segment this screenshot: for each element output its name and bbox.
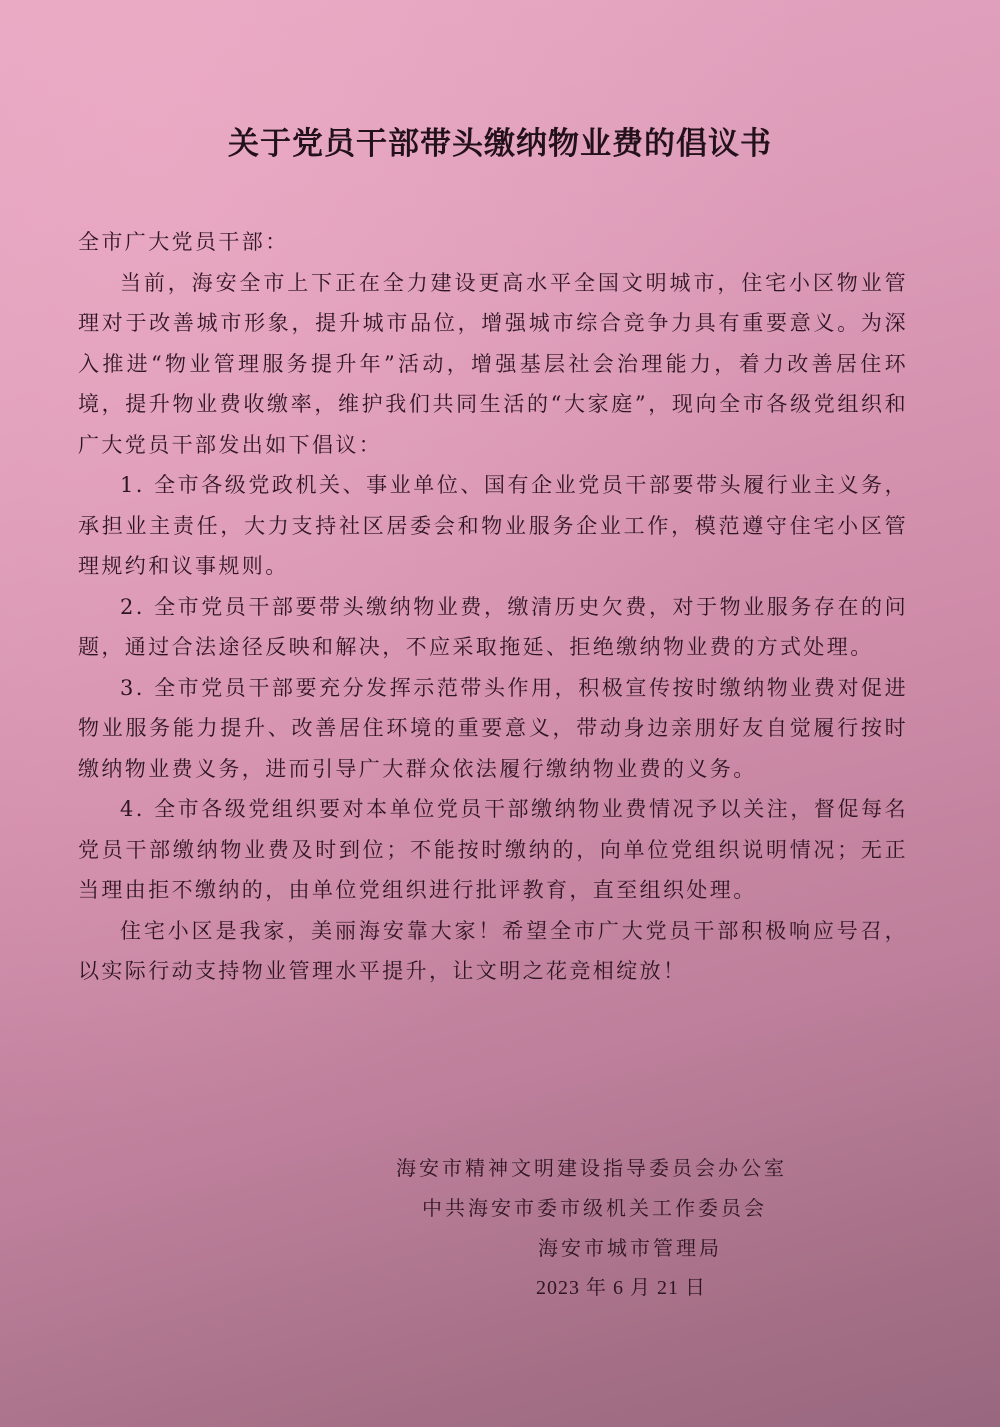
- document-title: 关于党员干部带头缴纳物业费的倡议书: [228, 126, 772, 162]
- signatory-3: 海安市城市管理局: [538, 1236, 722, 1260]
- proposal-item-1: 1. 全市各级党政机关、事业单位、国有企业党员干部要带头履行业主义务，承担业主责任，大力支持社区居委会和物业服务企业工作，模范遵守住宅小区管理规约和议事规则。: [78, 473, 908, 578]
- proposal-item-4: 4. 全市各级党组织要对本单位党员干部缴纳物业费情况予以关注，督促每名党员干部缴纳物业费及时到位；不能按时缴纳的，向单位党组织说明情况；无正当理由拒不缴纳的，由单位党组织进行批评教育，直至组织处理。: [78, 797, 908, 902]
- document-date: 2023 年 6 月 21 日: [536, 1277, 706, 1299]
- closing-paragraph: 住宅小区是我家，美丽海安靠大家！希望全市广大党员干部积极响应号召，以实际行动支持物业管理水平提升，让文明之花竞相绽放！: [78, 918, 908, 983]
- document-body: [78, 222, 908, 992]
- signatory-1: 海安市精神文明建设指导委员会办公室: [396, 1156, 787, 1180]
- proposal-item-2: 2. 全市党员干部要带头缴纳物业费，缴清历史欠费，对于物业服务存在的问题，通过合法途径反映和解决，不应采取拖延、拒绝缴纳物业费的方式处理。: [78, 594, 908, 659]
- proposal-item-3: 3. 全市党员干部要充分发挥示范带头作用，积极宣传按时缴纳物业费对促进物业服务能力提升、改善居住环境的重要意义，带动身边亲朋好友自觉履行按时缴纳物业费义务，进而引导广大群众依法履行缴纳物业费的义务。: [78, 675, 908, 781]
- salutation: 全市广大党员干部：: [78, 230, 289, 254]
- signatory-2: 中共海安市委市级机关工作委员会: [422, 1196, 767, 1220]
- intro-paragraph: 当前，海安全市上下正在全力建设更高水平全国文明城市，住宅小区物业管理对于改善城市形象，提升城市品位，增强城市综合竞争力具有重要意义。为深入推进“物业管理服务提升年”活动，增强基层社会治理能力，着力改善居住环境，提升物业费收缴率，维护我们共同生活的“大家庭”，现向全市各级党组织和广大党员干部发出如下倡议：: [78, 270, 908, 457]
- signature-block: [380, 1148, 840, 1308]
